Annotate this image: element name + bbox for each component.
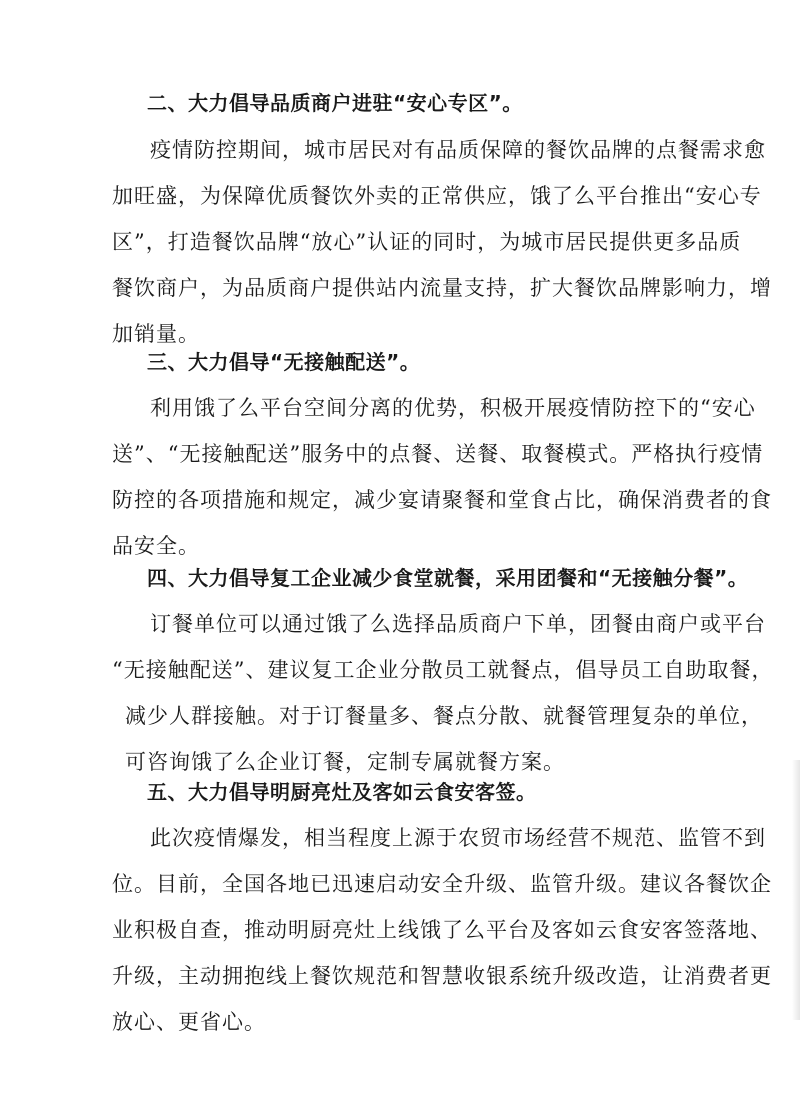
paragraph-line: 此次疫情爆发，相当程度上源于农贸市场经营不规范、监管不到 [150,826,766,850]
section-heading: 四、大力倡导复工企业减少食堂就餐，采用团餐和“无接触分餐”。 [147,566,749,590]
paragraph-line: 送”、“无接触配送”服务中的点餐、送餐、取餐模式。严格执行疫情 [112,442,764,466]
paragraph-line: 减少人群接触。对于订餐量多、餐点分散、就餐管理复杂的单位， [125,704,763,728]
paragraph-line: 加销量。 [112,322,200,346]
paragraph-line: 区”，打造餐饮品牌“放心”认证的同时，为城市居民提供更多品质 [112,230,742,254]
paragraph-line: 放心、更省心。 [112,1010,266,1034]
paragraph-line: 利用饿了么平台空间分离的优势，积极开展疫情防控下的“安心 [150,396,756,420]
section-heading: 二、大力倡导品质商户进驻“安心专区”。 [147,91,523,115]
section-heading: 五、大力倡导明厨亮灶及客如云食安客签。 [147,780,537,804]
paragraph-line: 订餐单位可以通过饿了么选择品质商户下单，团餐由商户或平台 [150,612,766,636]
paragraph-line: 业积极自查，推动明厨亮灶上线饿了么平台及客如云食安客签落地、 [112,918,772,942]
paragraph-line: 防控的各项措施和规定，减少宴请聚餐和堂食占比，确保消费者的食 [112,488,772,512]
page-edge-shadow [792,760,800,1020]
paragraph-line: 加旺盛，为保障优质餐饮外卖的正常供应，饿了么平台推出“安心专 [112,184,762,208]
section-heading: 三、大力倡导“无接触配送”。 [147,350,421,374]
paragraph-line: 餐饮商户，为品质商户提供站内流量支持，扩大餐饮品牌影响力，增 [112,276,772,300]
paragraph-line: 可咨询饿了么企业订餐，定制专属就餐方案。 [125,750,565,774]
paragraph-line: 升级，主动拥抱线上餐饮规范和智慧收银系统升级改造，让消费者更 [112,964,772,988]
paragraph-line: 位。目前，全国各地已迅速启动安全升级、监管升级。建议各餐饮企 [112,872,772,896]
paragraph-line: 品安全。 [112,534,200,558]
paragraph-line: 疫情防控期间，城市居民对有品质保障的餐饮品牌的点餐需求愈 [150,138,766,162]
paragraph-line: “无接触配送”、建议复工企业分散员工就餐点，倡导员工自助取餐， [112,658,774,682]
